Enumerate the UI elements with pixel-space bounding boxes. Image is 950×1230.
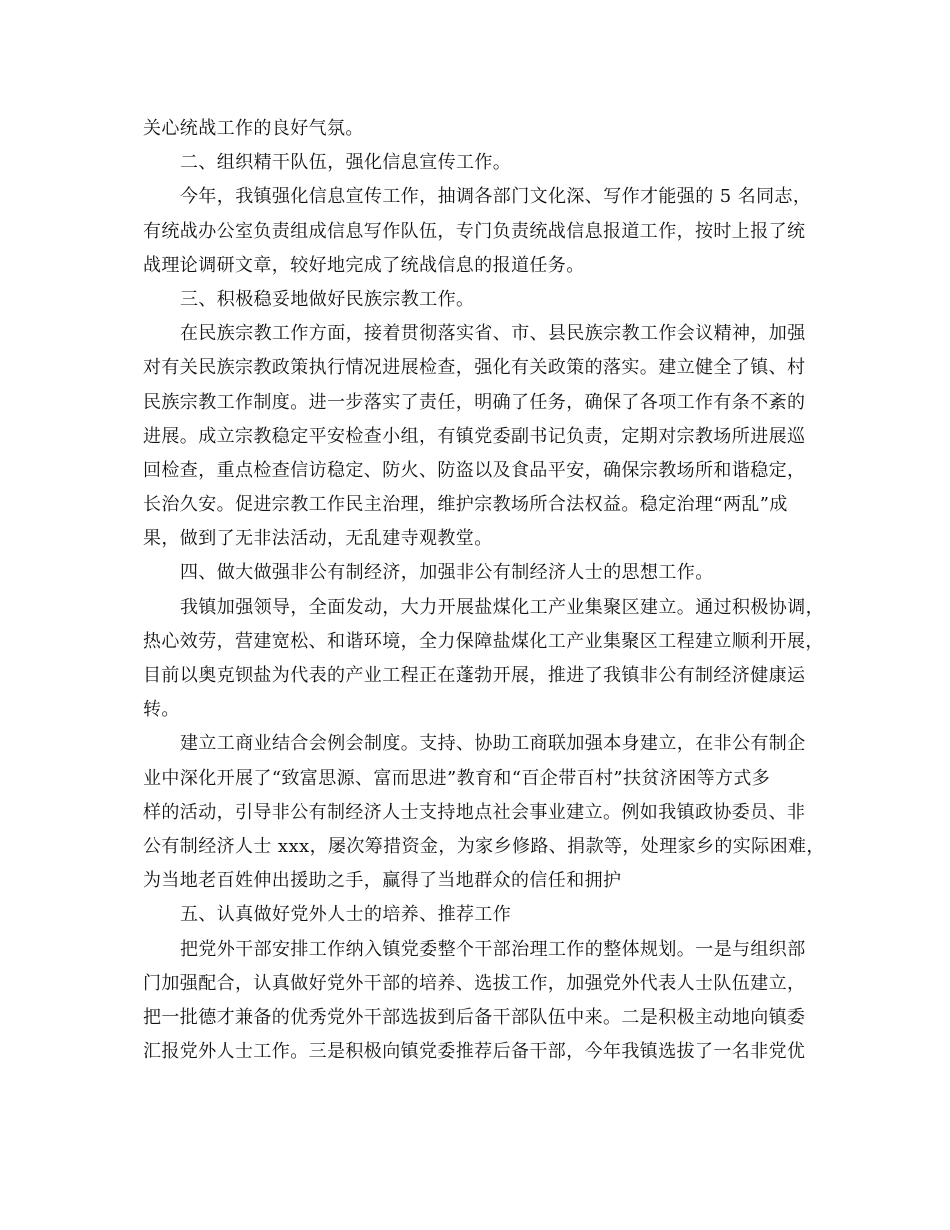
text-line: 有统战办公室负责组成信息写作队伍，专门负责统战信息报道工作，按时上报了统 (143, 220, 806, 242)
text-line: 战理论调研文章，较好地完成了统战信息的报道任务。 (143, 254, 585, 276)
text-line: 转。 (143, 699, 180, 721)
text-line: 门加强配合，认真做好党外干部的培养、选拔工作，加强党外代表人士队伍建立， (143, 972, 806, 994)
text-line: 建立工商业结合会例会制度。支持、协助工商联加强本身建立，在非公有制企 (180, 733, 806, 755)
text-line: 汇报党外人士工作。三是积极向镇党委推荐后备干部，今年我镇选拔了一名非党优 (143, 1041, 806, 1063)
text-line: 把党外干部安排工作纳入镇党委整个干部治理工作的整体规划。一是与组织部 (180, 938, 806, 960)
text-line: 我镇加强领导，全面发动，大力开展盐煤化工产业集聚区建立。通过积极协调， (180, 596, 824, 618)
section-heading-3: 三、积极稳妥地做好民族宗教工作。 (180, 288, 475, 310)
text-line: 对有关民族宗教政策执行情况进展检查，强化有关政策的落实。建立健全了镇、村 (143, 357, 806, 379)
text-line: 样的活动，引导非公有制经济人士支持地点社会事业建立。例如我镇政协委员、非 (143, 801, 806, 823)
text-line: 热心效劳，营建宽松、和谐环境，全力保障盐煤化工产业集聚区工程建立顺利开展， (143, 630, 824, 652)
text-line: 长治久安。促进宗教工作民主治理，维护宗教场所合法权益。稳定治理“两乱”成 (143, 494, 788, 516)
text-line: 目前以奥克钡盐为代表的产业工程正在蓬勃开展，推进了我镇非公有制经济健康运 (143, 665, 806, 686)
text-line: 公有制经济人士 xxx，屡次筹措资金，为家乡修路、捐款等，处理家乡的实际困难， (143, 835, 825, 857)
text-line: 民族宗教工作制度。进一步落实了责任，明确了任务，确保了各项工作有条不紊的 (143, 391, 806, 413)
text-line: 今年，我镇强化信息宣传工作，抽调各部门文化深、写作才能强的 5 名同志， (180, 186, 812, 208)
document-body (143, 112, 823, 1069)
section-heading-4: 四、做大做强非公有制经济，加强非公有制经济人士的思想工作。 (180, 562, 714, 584)
text-line: 业中深化开展了“致富思源、富而思进”教育和“百企带百村”扶贫济困等方式多 (143, 767, 771, 789)
text-line: 果，做到了无非法活动，无乱建寺观教堂。 (143, 528, 493, 550)
text-line: 把一批德才兼备的优秀党外干部选拔到后备干部队伍中来。二是积极主动地向镇委 (143, 1006, 806, 1028)
section-heading-5: 五、认真做好党外人士的培养、推荐工作 (180, 904, 512, 926)
text-line: 关心统战工作的良好气氛。 (143, 118, 364, 139)
text-line: 进展。成立宗教稳定平安检查小组，有镇党委副书记负责，定期对宗教场所进展巡 (143, 425, 806, 447)
text-line: 为当地老百姓伸出援助之手，赢得了当地群众的信任和拥护 (143, 870, 622, 892)
text-line: 在民族宗教工作方面，接着贯彻落实省、市、县民族宗教工作会议精神，加强 (180, 323, 806, 345)
text-line: 回检查，重点检查信访稳定、防火、防盗以及食品平安，确保宗教场所和谐稳定， (143, 459, 806, 481)
section-heading-2: 二、组织精干队伍，强化信息宣传工作。 (180, 152, 512, 174)
